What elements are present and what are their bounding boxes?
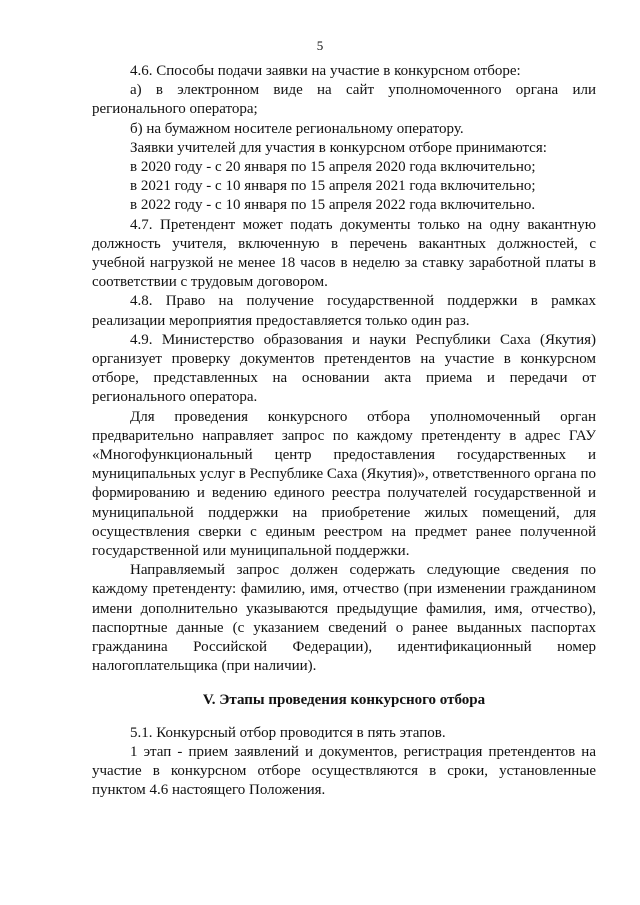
paragraph-5-1: 5.1. Конкурсный отбор проводится в пять этапов. (130, 724, 446, 741)
section-title: V. Этапы проведения конкурсного отбора (202, 691, 486, 708)
paragraph-4-9: 4.9. Министерство образования и науки Республики Саха (Якутия) организует проверку документов претендентов на участие в конкурсном отборе, представленных на основании акта приема и передачи от регионального оператора. (92, 331, 596, 406)
paragraph-4-7: 4.7. Претендент может подать документы только на одну вакантную должность учителя, включенную в перечень вакантных должностей, с учебной нагрузкой не менее 18 часов в неделю за ставку заработной платы в соответствии с трудовым договором. (92, 216, 596, 291)
paragraph-4-8: 4.8. Право на получение государственной поддержки в рамках реализации мероприятия предоставляется только один раз. (92, 293, 596, 329)
paragraph-4-6: 4.6. Способы подачи заявки на участие в конкурсном отборе: (130, 63, 521, 79)
paragraph-2021: в 2021 году - с 10 января по 15 апреля 2021 года включительно; (130, 178, 536, 195)
paragraph-request: Для проведения конкурсного отбора уполномоченный орган предварительно направляет запрос по каждому претенденту в адрес ГАУ «Многофункциональный центр предоставления государственных и муниципальных услуг в Республике Саха (Якутия)», ответственного органа по формированию и ведению единого реестра получателей государственной и муниципальной поддержки на приобретение жилых помещений, для осуществления сверки с единым реестром на предмет ранее полученной государственной или муниципальной поддержки. (92, 408, 596, 560)
page-number: 5 (316, 38, 324, 53)
paragraph-stage-1: 1 этап - прием заявлений и документов, регистрация претендентов на участие в конкурсном отборе осуществляются в сроки, установленные пунктом 4.6 настоящего Положения. (92, 743, 596, 799)
paragraph-4-6-b: б) на бумажном носителе региональному оператору. (130, 120, 464, 137)
paragraph-request-content: Направляемый запрос должен содержать следующие сведения по каждому претенденту: фамилию, имя, отчество (при изменении гражданином имени дополнительно указываются предыдущие фамилия, имя, отчество), паспортные данные (с указанием сведений о ранее выданных паспортах гражданина Российской Федерации), идентификационный номер налогоплательщика (при наличии). (92, 562, 596, 675)
paragraph-2022: в 2022 году - с 10 января по 15 апреля 2022 года включительно. (130, 197, 536, 214)
paragraph-2020: в 2020 году - с 20 января по 15 апреля 2020 года включительно; (130, 159, 536, 176)
paragraph-accept-dates: Заявки учителей для участия в конкурсном отборе принимаются: (130, 139, 547, 156)
paragraph-4-6-a: а) в электронном виде на сайт уполномоченного органа или регионального оператора; (92, 82, 596, 118)
document-body (92, 62, 596, 801)
